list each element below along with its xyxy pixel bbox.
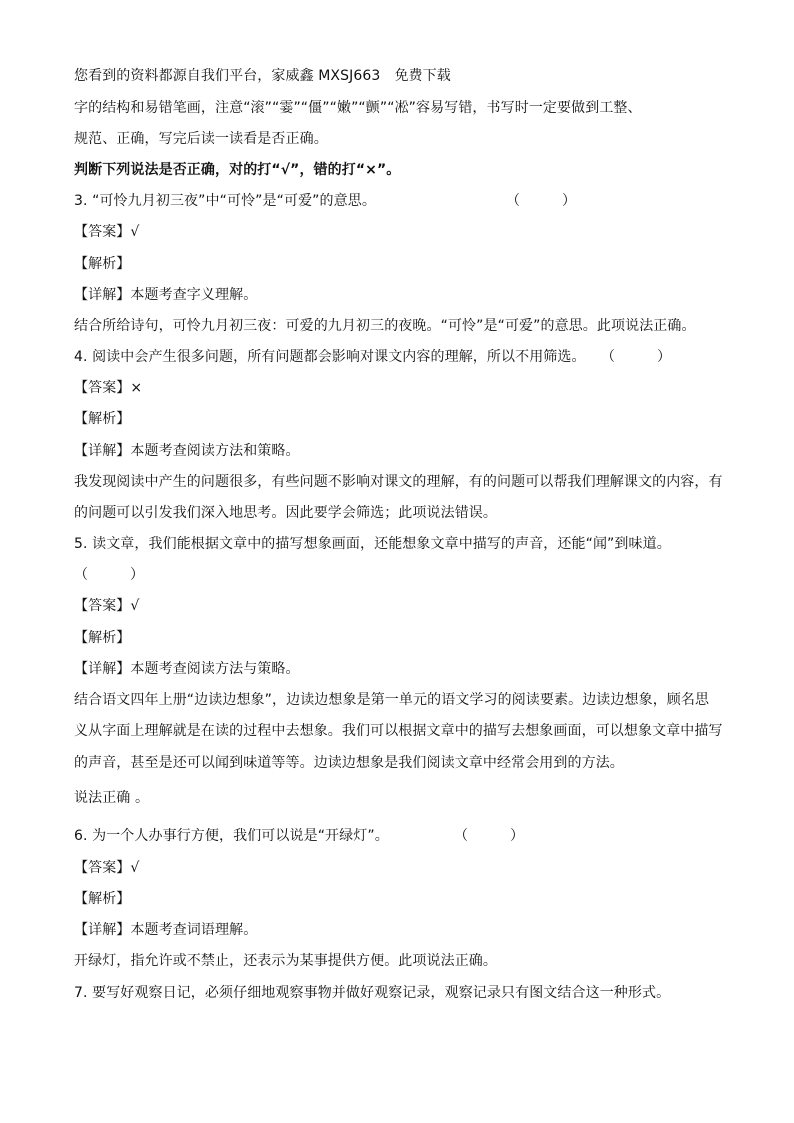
answer-label: 【答案】 — [74, 860, 131, 876]
intro-line: 字的结构和易错笔画，注意“滚”“霎”“僵”“嫩”“颤”“凇”容易写错，书写时一定要做到工整、 — [74, 100, 642, 116]
detail-line — [74, 920, 257, 940]
explanation-line: 说法正确 。 — [74, 790, 150, 806]
detail-label: 【详解】 — [74, 661, 131, 677]
intro-line: 规范、正确，写完后读一读看是否正确。 — [74, 131, 328, 147]
explanation-line: 开绿灯，指允许或不禁止，还表示为某事提供方便。此项说法正确。 — [74, 953, 497, 969]
detail-label: 【详解】 — [74, 287, 131, 303]
section-title: 判断下列说法是否正确，对的打“√”，错的打“×”。 — [74, 162, 401, 178]
detail-text: 本题考查阅读方法与策略。 — [130, 661, 300, 677]
analysis-label: 【解析】 — [74, 891, 131, 907]
answer-label: 【答案】 — [74, 380, 131, 396]
answer-blank: （ ） — [601, 349, 671, 365]
detail-line — [74, 441, 300, 461]
answer-value: √ — [130, 224, 140, 240]
explanation-line: 义从字面上理解就是在读的过程中去想象。我们可以根据文章中的描写去想象画面，可以想象文章中描写 — [74, 723, 723, 739]
answer-line — [74, 596, 139, 616]
question-4-stem: 4. 阅读中会产生很多问题，所有问题都会影响对课文内容的理解，所以不用筛选。 — [74, 349, 586, 365]
explanation-line: 的声音，甚至是还可以闻到味道等等。边读边想象是我们阅读文章中经常会用到的方法。 — [74, 755, 624, 771]
detail-text: 本题考查字义理解。 — [130, 287, 258, 303]
detail-label: 【详解】 — [74, 922, 131, 938]
answer-line — [74, 858, 139, 878]
answer-blank: （ ） — [454, 828, 524, 844]
question-6-stem: 6. 为一个人办事行方便，我们可以说是“开绿灯”。 — [74, 828, 389, 844]
answer-value: √ — [130, 860, 140, 876]
explanation-line: 结合语文四年上册“边读边想象”，边读边想象是第一单元的语文学习的阅读要素。边读边想象，顾名思 — [74, 692, 710, 708]
analysis-label: 【解析】 — [74, 256, 131, 272]
detail-line — [74, 659, 300, 679]
source-header: 您看到的资料都源自我们平台，家威鑫 MXSJ663 免费下载 — [74, 68, 451, 84]
answer-value: × — [130, 380, 143, 396]
detail-text: 本题考查阅读方法和策略。 — [130, 443, 300, 459]
question-5-stem: 5. 读文章，我们能根据文章中的描写想象画面，还能想象文章中描写的声音，还能“闻”到味道。 — [74, 536, 671, 552]
detail-line — [74, 285, 257, 305]
explanation-line: 我发现阅读中产生的问题很多，有些问题不影响对课文的理解，有的问题可以帮我们理解课文的内容，有 — [74, 474, 723, 490]
analysis-label: 【解析】 — [74, 411, 131, 427]
explanation-line: 的问题可以引发我们深入地思考。因此要学会筛选；此项说法错误。 — [74, 505, 497, 521]
answer-line — [74, 222, 139, 242]
question-3-stem: 3. “可怜九月初三夜”中“可怜”是“可爱”的意思。 — [74, 193, 376, 209]
answer-line — [74, 378, 142, 398]
question-7-stem: 7. 要写好观察日记，必须仔细地观察事物并做好观察记录，观察记录只有图文结合这一种形式。 — [74, 985, 671, 1001]
detail-text: 本题考查词语理解。 — [130, 922, 258, 938]
analysis-label: 【解析】 — [74, 630, 131, 646]
answer-value: √ — [130, 598, 140, 614]
answer-blank: （ ） — [506, 193, 576, 209]
detail-label: 【详解】 — [74, 443, 131, 459]
answer-blank: （ ） — [74, 567, 144, 583]
explanation-line: 结合所给诗句，可怜九月初三夜：可爱的九月初三的夜晚。“可怜”是“可爱”的意思。此项说法正确。 — [74, 318, 696, 334]
answer-label: 【答案】 — [74, 598, 131, 614]
answer-label: 【答案】 — [74, 224, 131, 240]
